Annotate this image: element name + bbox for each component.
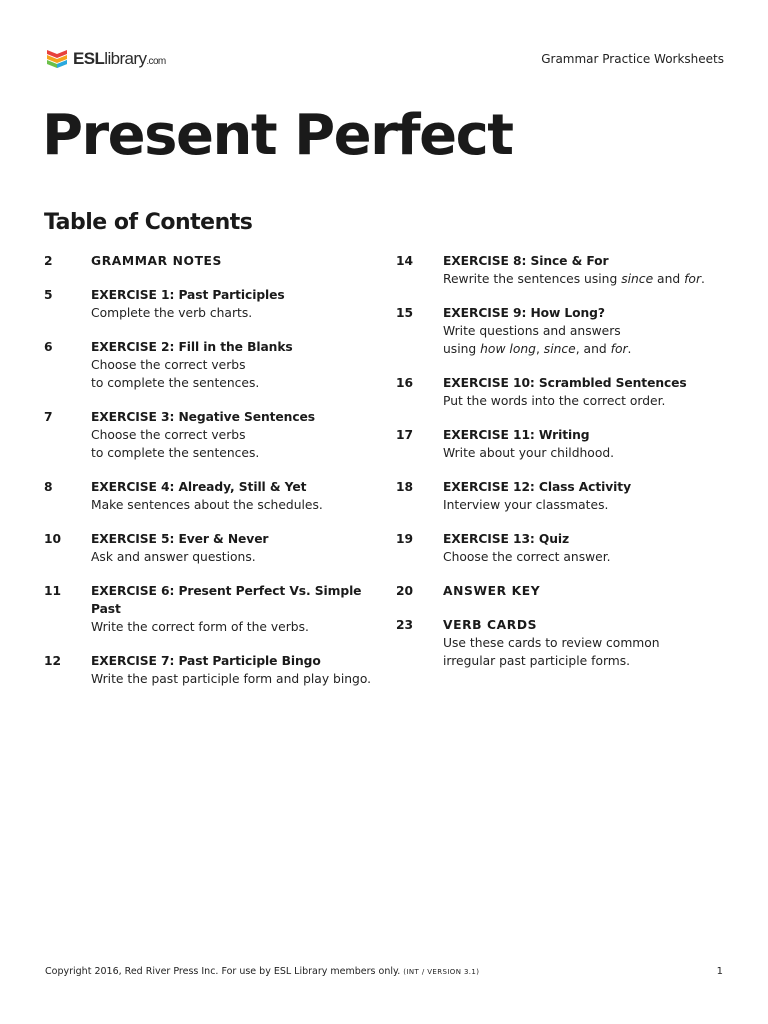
toc-entry	[396, 530, 726, 566]
toc-page-number: 23	[396, 618, 414, 632]
toc-page-number: 20	[396, 584, 414, 598]
toc-entry-title: ANSWER KEY	[443, 584, 541, 598]
toc-entry-title: EXERCISE 13: Quiz	[443, 532, 570, 546]
toc-entry-body	[443, 426, 614, 462]
toc-entry	[44, 478, 374, 514]
page-number: 1	[716, 966, 723, 977]
toc-entry-description: Write questions and answers	[443, 324, 621, 338]
book-logo-icon	[44, 46, 70, 72]
toc-page-number: 17	[396, 428, 414, 442]
toc-entry-title: VERB CARDS	[443, 618, 538, 632]
toc-entry	[396, 252, 726, 288]
toc-entry-description: irregular past participle forms.	[443, 654, 631, 668]
toc-entry-title: EXERCISE 9: How Long?	[443, 306, 605, 320]
toc-entry-description: Rewrite the sentences using since and for.	[443, 272, 705, 286]
toc-entry-description: Make sentences about the schedules.	[91, 498, 323, 512]
toc-page-number: 14	[396, 254, 414, 268]
toc-page-number: 8	[44, 480, 53, 494]
toc-entry	[396, 616, 726, 670]
toc-entry-title: EXERCISE 2: Fill in the Blanks	[91, 340, 293, 354]
toc-entry-body	[91, 652, 371, 688]
toc-entry	[44, 408, 374, 462]
toc-entry	[44, 582, 374, 636]
toc-page-number: 7	[44, 410, 53, 424]
toc-entry-body	[443, 374, 687, 410]
toc-entry	[396, 478, 726, 514]
toc-entry-body	[91, 530, 268, 566]
toc-entry-description: using how long, since, and for.	[443, 342, 632, 356]
toc-entry-title: GRAMMAR NOTES	[91, 254, 223, 268]
toc-entry-body	[91, 338, 293, 392]
toc-entry-description: to complete the sentences.	[91, 446, 260, 460]
toc-page-number: 15	[396, 306, 414, 320]
toc-entry	[44, 286, 374, 322]
esl-library-logo	[44, 44, 166, 74]
toc-page-number: 19	[396, 532, 414, 546]
logo-wordmark: ESLlibrary.com	[73, 49, 166, 68]
toc-entry-description: Write the past participle form and play bingo.	[91, 672, 372, 686]
page-title: Present Perfect	[42, 103, 513, 168]
copyright-text: Copyright 2016, Red River Press Inc. For use by ESL Library members only.	[45, 966, 401, 977]
toc-entry-description: Use these cards to review common	[443, 636, 660, 650]
toc-entry	[44, 530, 374, 566]
toc-entry-body	[443, 530, 611, 566]
toc-entry-body	[443, 252, 705, 288]
toc-entry-body	[443, 616, 660, 670]
page-header	[44, 44, 724, 74]
toc-entry-description: Interview your classmates.	[443, 498, 609, 512]
toc-entry-title: EXERCISE 4: Already, Still & Yet	[91, 480, 307, 494]
toc-entry-body	[91, 408, 315, 462]
toc-entry-description: Choose the correct verbs	[91, 358, 246, 372]
toc-entry	[396, 582, 726, 600]
toc-entry-body	[91, 582, 374, 636]
toc-page-number: 5	[44, 288, 53, 302]
toc-entry	[44, 252, 374, 270]
toc-entry	[44, 652, 374, 688]
toc-entry-title: EXERCISE 10: Scrambled Sentences	[443, 376, 687, 390]
page-footer	[45, 966, 723, 977]
toc-page-number: 6	[44, 340, 53, 354]
toc-entry-description: Choose the correct verbs	[91, 428, 246, 442]
toc-entry-body	[91, 252, 222, 270]
toc-page-number: 18	[396, 480, 414, 494]
toc-entry-title: EXERCISE 7: Past Participle Bingo	[91, 654, 321, 668]
toc-entry	[396, 426, 726, 462]
toc-entry-title: EXERCISE 11: Writing	[443, 428, 590, 442]
toc-entry-title: EXERCISE 1: Past Participles	[91, 288, 285, 302]
toc-entry-body	[443, 478, 631, 514]
toc-page-number: 12	[44, 654, 62, 668]
toc-page-number: 11	[44, 584, 62, 598]
version-label: (INT / VERSION 3.1)	[403, 968, 480, 976]
toc-page-number: 10	[44, 532, 62, 546]
series-label: Grammar Practice Worksheets	[541, 52, 724, 66]
toc-entry-body	[91, 286, 285, 322]
toc-entry-title: EXERCISE 8: Since & For	[443, 254, 609, 268]
toc-entry-description: Choose the correct answer.	[443, 550, 611, 564]
toc-entry-description: to complete the sentences.	[91, 376, 260, 390]
toc-entry	[44, 338, 374, 392]
toc-entry-description: Ask and answer questions.	[91, 550, 256, 564]
toc-column-right	[396, 252, 726, 686]
toc-entry-title: EXERCISE 5: Ever & Never	[91, 532, 269, 546]
toc-entry-description: Write the correct form of the verbs.	[91, 620, 309, 634]
toc-entry	[396, 374, 726, 410]
toc-entry-description: Complete the verb charts.	[91, 306, 253, 320]
toc-entry-description: Write about your childhood.	[443, 446, 615, 460]
toc-page-number: 2	[44, 254, 53, 268]
toc-heading: Table of Contents	[44, 210, 253, 235]
toc-entry-body	[443, 304, 631, 358]
toc-column-left	[44, 252, 374, 704]
toc-entry-title: EXERCISE 12: Class Activity	[443, 480, 631, 494]
toc-entry-title: EXERCISE 6: Present Perfect Vs. Simple Past	[91, 584, 362, 616]
toc-entry-description: Put the words into the correct order.	[443, 394, 666, 408]
toc-entry-title: EXERCISE 3: Negative Sentences	[91, 410, 315, 424]
toc-page-number: 16	[396, 376, 414, 390]
toc-entry-body	[443, 582, 540, 600]
toc-entry-body	[91, 478, 323, 514]
toc-entry	[396, 304, 726, 358]
